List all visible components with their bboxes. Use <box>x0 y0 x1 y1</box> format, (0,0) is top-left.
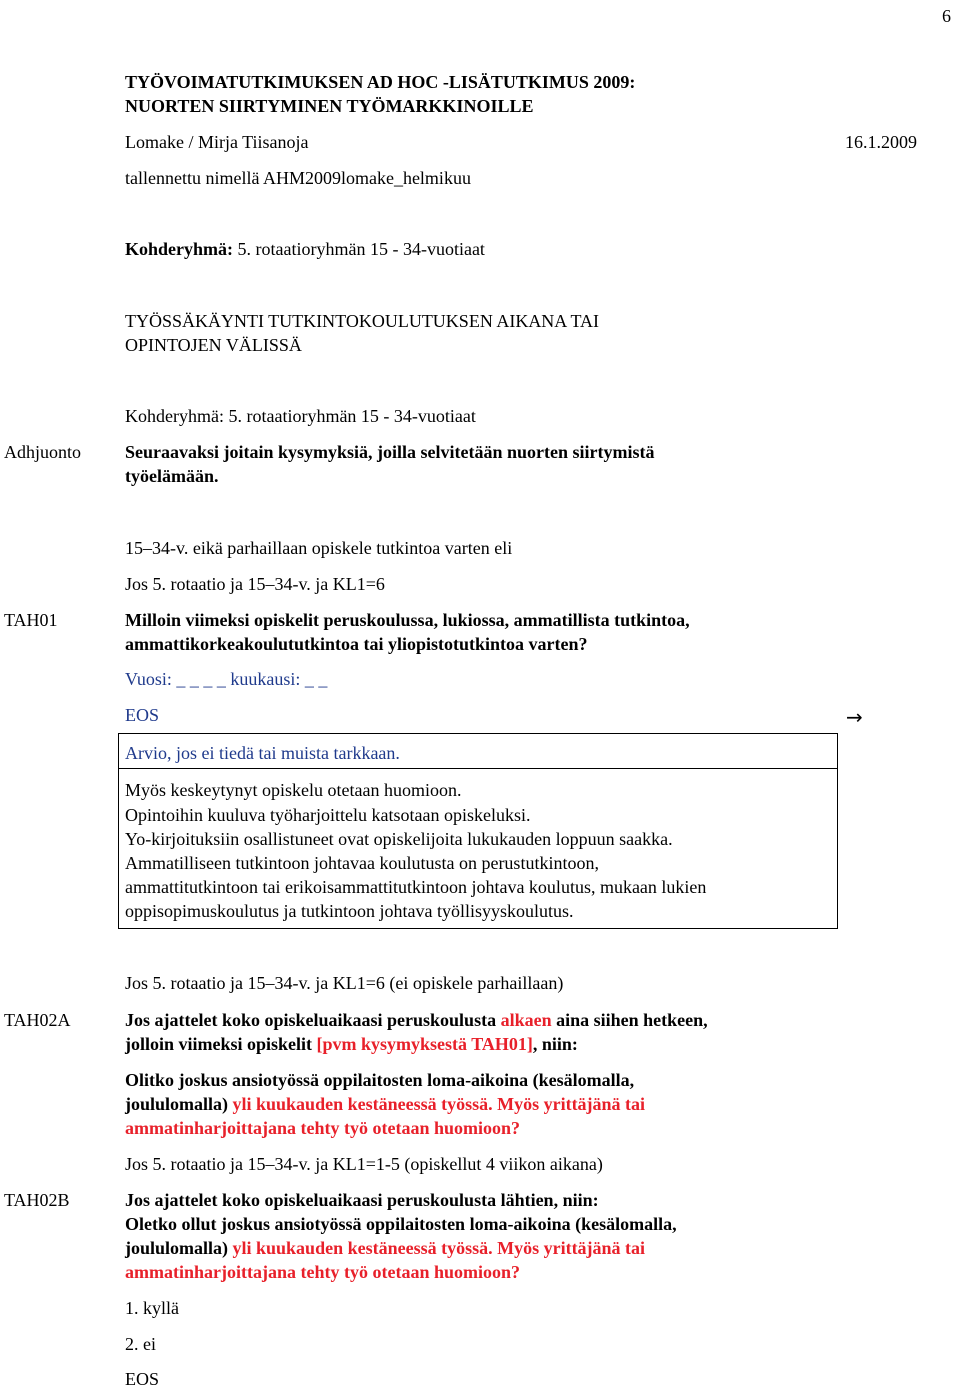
tah02a-question2-line2: joululomalla) yli kuukauden kestäneessä työssä. Myös yrittäjänä tai <box>125 1094 646 1114</box>
form-author: Lomake / Mirja Tiisanoja <box>125 132 309 152</box>
intro-code: Adhjuonto <box>4 442 82 462</box>
tah02b-question-line2: Oletko ollut joskus ansiotyössä oppilaitosten loma-aikoina (kesälomalla, <box>125 1214 677 1234</box>
tah01-answer-format: Vuosi: _ _ _ _ kuukausi: _ _ <box>125 669 328 689</box>
tah02a-code: TAH02A <box>4 1010 71 1030</box>
tah01-note: Opintoihin kuuluva työharjoittelu katsotaan opiskeluksi. <box>125 805 531 825</box>
tah01-question-line1: Milloin viimeksi opiskelit peruskoulussa, lukiossa, ammatillista tutkintoa, <box>125 610 690 630</box>
tah01-note-estimate: Arvio, jos ei tiedä tai muista tarkkaan. <box>125 743 400 763</box>
doc-title-line1: TYÖVOIMATUTKIMUKSEN AD HOC -LISÄTUTKIMUS 2009: <box>125 72 636 92</box>
doc-date: 16.1.2009 <box>845 132 917 152</box>
tah02b-question-line4: ammatinharjoittajana tehty työ otetaan huomioon? <box>125 1262 520 1282</box>
tah02a-condition: Jos 5. rotaatio ja 15–34-v. ja KL1=6 (ei opiskele parhaillaan) <box>125 973 564 993</box>
tah01-note: oppisopimuskoulutus ja tutkintoon johtava työllisyyskoulutus. <box>125 901 574 921</box>
tah02b-question-line1: Jos ajattelet koko opiskeluaikaasi peruskoulusta lähtien, niin: <box>125 1190 599 1210</box>
tah02b-question-line3: joululomalla) yli kuukauden kestäneessä työssä. Myös yrittäjänä tai <box>125 1238 646 1258</box>
target-group <box>125 237 485 261</box>
tah01-condition2: Jos 5. rotaatio ja 15–34-v. ja KL1=6 <box>125 574 385 594</box>
tah01-code: TAH01 <box>4 610 58 630</box>
target-group-value: 5. rotaatioryhmän 15 - 34-vuotiaat <box>237 239 485 259</box>
tah01-condition1: 15–34-v. eikä parhaillaan opiskele tutkintoa varten eli <box>125 538 513 558</box>
tah01-note: ammattitutkintoon tai erikoisammattitutkintoon johtava koulutus, mukaan lukien <box>125 877 707 897</box>
tah01-eos: EOS <box>125 705 160 725</box>
page-number: 6 <box>942 6 951 26</box>
intro-target: Kohderyhmä: 5. rotaatioryhmän 15 - 34-vuotiaat <box>125 406 476 426</box>
tah01-note: Ammatilliseen tutkintoon johtavaa koulutusta on perustutkintoon, <box>125 853 599 873</box>
tah02b-option: EOS <box>125 1369 160 1389</box>
tah02b-option: 2. ei <box>125 1334 156 1354</box>
intro-text-line2: työelämään. <box>125 466 219 486</box>
arrow-right-icon: → <box>846 705 863 729</box>
section-title-line2: OPINTOJEN VÄLISSÄ <box>125 335 302 355</box>
tah01-note: Yo-kirjoituksiin osallistuneet ovat opiskelijoita lukukauden loppuun saakka. <box>125 829 673 849</box>
tah01-note: Myös keskeytynyt opiskelu otetaan huomioon. <box>125 780 462 800</box>
section-title-line1: TYÖSSÄKÄYNTI TUTKINTOKOULUTUKSEN AIKANA TAI <box>125 311 600 331</box>
doc-title-line2: NUORTEN SIIRTYMINEN TYÖMARKKINOILLE <box>125 96 534 116</box>
tah02b-condition: Jos 5. rotaatio ja 15–34-v. ja KL1=1-5 (opiskellut 4 viikon aikana) <box>125 1154 603 1174</box>
target-group-label: Kohderyhmä: <box>125 239 233 259</box>
tah01-question-line2: ammattikorkeakoulututkintoa tai yliopistotutkintoa varten? <box>125 634 588 654</box>
tah02b-code: TAH02B <box>4 1190 70 1210</box>
tah02b-option: 1. kyllä <box>125 1298 179 1318</box>
tah02a-question2-line1: Olitko joskus ansiotyössä oppilaitosten loma-aikoina (kesälomalla, <box>125 1070 635 1090</box>
tah02a-question1-line1: Jos ajattelet koko opiskeluaikaasi peruskoulusta alkaen aina siihen hetkeen, <box>125 1010 708 1030</box>
saved-as: tallennettu nimellä AHM2009lomake_helmikuu <box>125 168 471 188</box>
tah02a-question1-line2: jolloin viimeksi opiskelit [pvm kysymyksestä TAH01], niin: <box>125 1034 578 1054</box>
intro-text-line1: Seuraavaksi joitain kysymyksiä, joilla selvitetään nuorten siirtymistä <box>125 442 655 462</box>
tah02a-question2-line3: ammatinharjoittajana tehty työ otetaan huomioon? <box>125 1118 520 1138</box>
